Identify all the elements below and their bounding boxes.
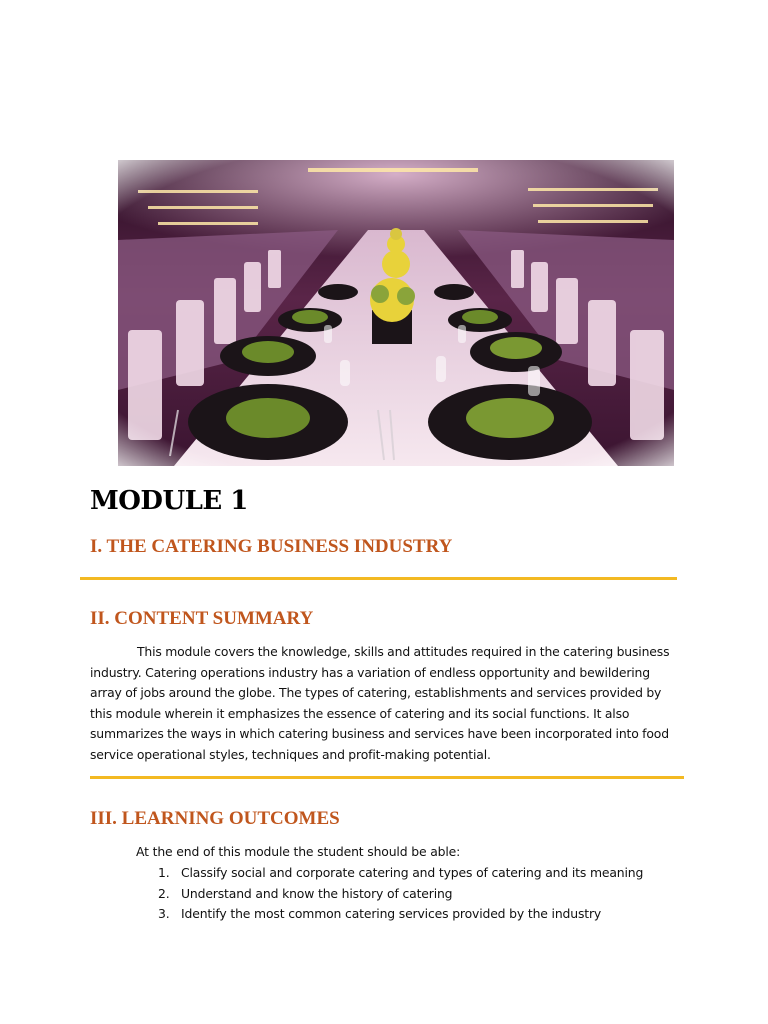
section-title-catering-industry: I. THE CATERING BUSINESS INDUSTRY xyxy=(90,536,453,557)
list-item-text: Understand and know the history of catering xyxy=(181,885,453,901)
content-summary-paragraph: This module covers the knowledge, skills and attitudes required in the catering business industry. Catering operations industry has a variation of endless opportunity and bewildering array of jobs around the globe. The types of catering, establishments and services provided by this module wherein it emphasizes the essence of catering and its social functions. It also summarizes the ways in which catering business and services have been incorporated into food service operational styles, techniques and profit-making potential. xyxy=(90,644,670,762)
list-item xyxy=(136,904,643,925)
divider xyxy=(80,577,677,580)
list-item xyxy=(136,863,643,884)
banquet-table-photo-icon xyxy=(118,160,674,466)
learning-outcomes-intro: At the end of this module the student should be able: xyxy=(136,844,461,859)
list-item-text: Classify social and corporate catering and types of catering and its meaning xyxy=(181,865,644,880)
list-item-number: 3. xyxy=(158,906,170,922)
learning-outcomes-list xyxy=(136,863,643,925)
list-item xyxy=(136,884,643,905)
divider xyxy=(90,776,684,779)
list-item-number: 2. xyxy=(158,885,170,901)
section-title-learning-outcomes: III. LEARNING OUTCOMES xyxy=(90,808,340,829)
banquet-photo xyxy=(118,160,674,466)
section-title-content-summary: II. CONTENT SUMMARY xyxy=(90,608,314,629)
list-item-number: 1. xyxy=(158,865,170,880)
list-item-text: Identify the most common catering services provided by the industry xyxy=(181,906,602,922)
module-title: MODULE 1 xyxy=(90,486,248,516)
